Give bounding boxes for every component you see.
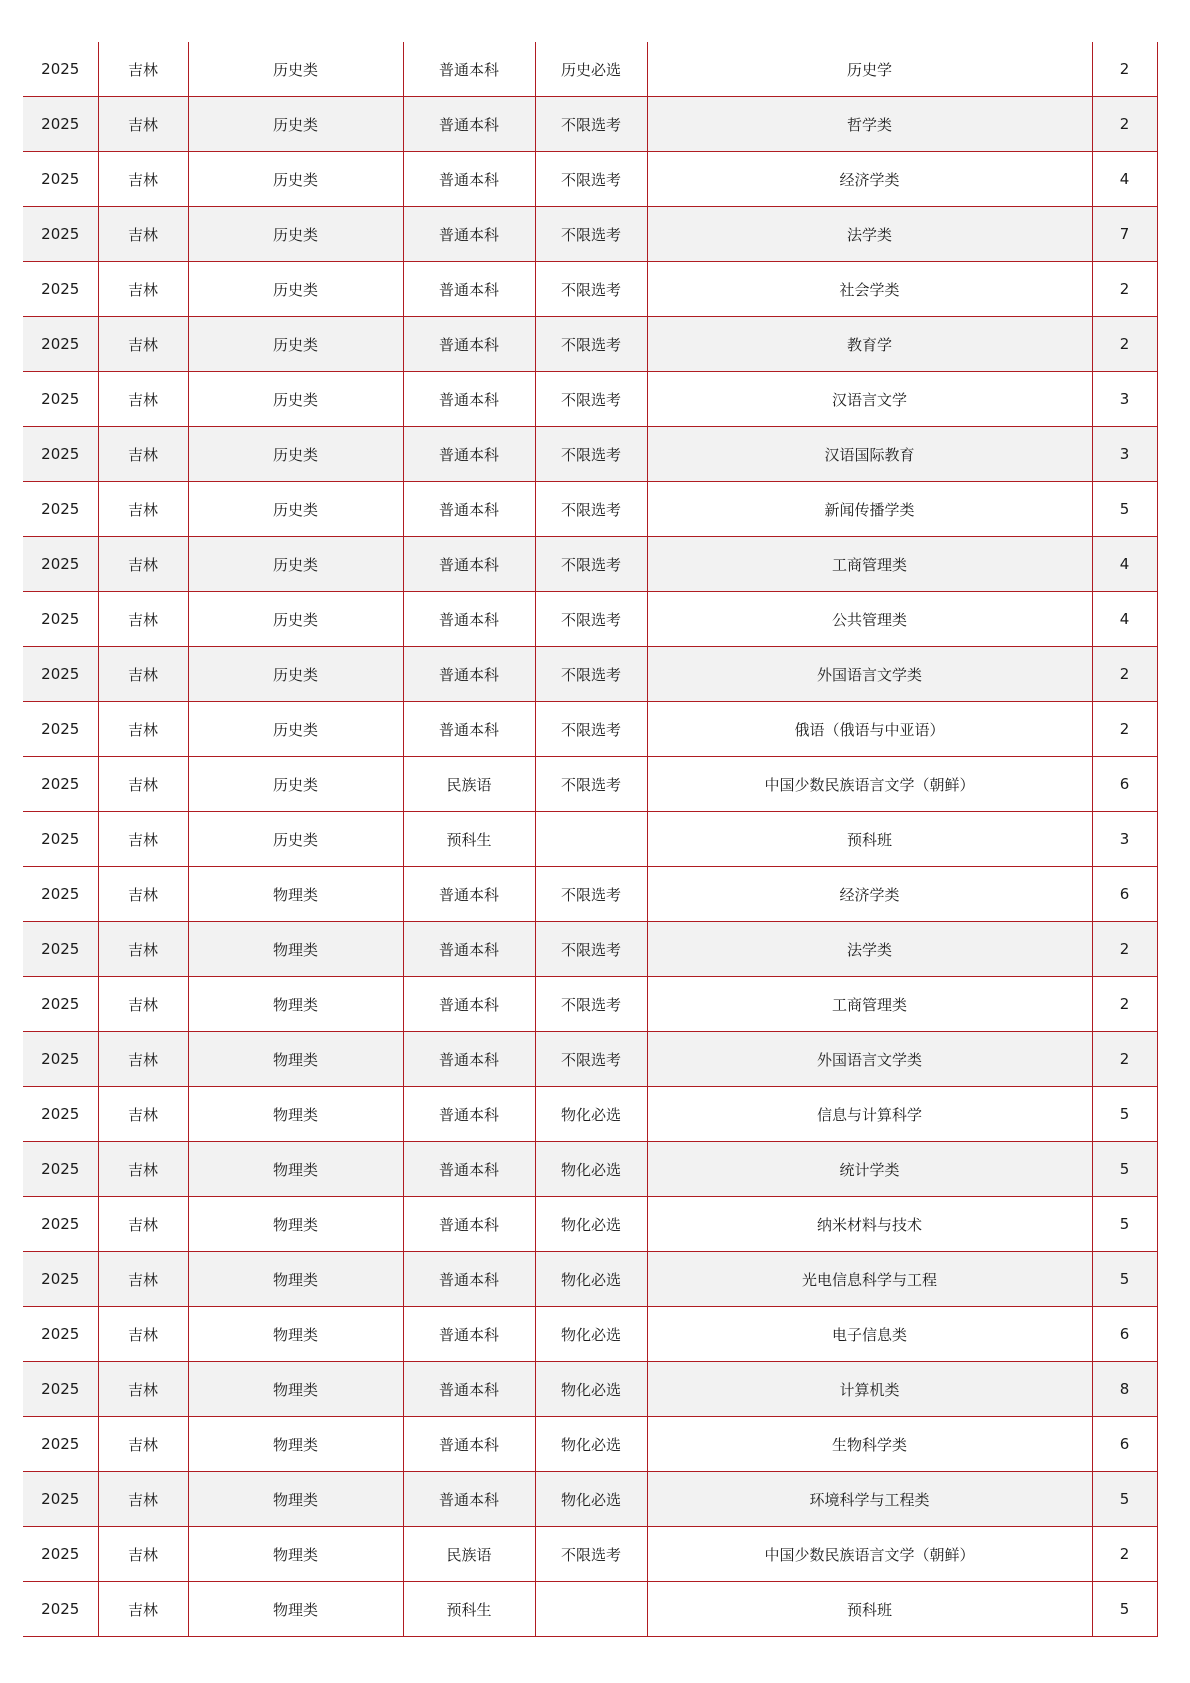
year-cell: 2025 [23, 1032, 98, 1087]
year-cell: 2025 [23, 427, 98, 482]
year-cell: 2025 [23, 152, 98, 207]
major-cell: 中国少数民族语言文学（朝鲜） [647, 1527, 1092, 1582]
year-cell: 2025 [23, 702, 98, 757]
batch-cell: 普通本科 [403, 372, 535, 427]
table-row [23, 812, 1157, 867]
year-cell: 2025 [23, 482, 98, 537]
subject-category-cell: 历史类 [188, 482, 403, 537]
elective-requirement-cell: 不限选考 [535, 207, 647, 262]
province-cell: 吉林 [98, 537, 188, 592]
plan-count-cell: 3 [1092, 812, 1157, 867]
plan-count-cell: 3 [1092, 372, 1157, 427]
province-cell: 吉林 [98, 1307, 188, 1362]
major-cell: 外国语言文学类 [647, 647, 1092, 702]
table-row [23, 317, 1157, 372]
batch-cell: 普通本科 [403, 152, 535, 207]
batch-cell: 普通本科 [403, 207, 535, 262]
elective-requirement-cell: 历史必选 [535, 42, 647, 97]
year-cell: 2025 [23, 1417, 98, 1472]
year-cell: 2025 [23, 647, 98, 702]
elective-requirement-cell: 不限选考 [535, 702, 647, 757]
table-row [23, 427, 1157, 482]
elective-requirement-cell: 不限选考 [535, 977, 647, 1032]
table-row [23, 1197, 1157, 1252]
elective-requirement-cell: 不限选考 [535, 482, 647, 537]
elective-requirement-cell: 不限选考 [535, 867, 647, 922]
province-cell: 吉林 [98, 592, 188, 647]
table-row [23, 482, 1157, 537]
year-cell: 2025 [23, 812, 98, 867]
batch-cell: 普通本科 [403, 1417, 535, 1472]
province-cell: 吉林 [98, 1087, 188, 1142]
year-cell: 2025 [23, 1252, 98, 1307]
elective-requirement-cell: 不限选考 [535, 757, 647, 812]
major-cell: 哲学类 [647, 97, 1092, 152]
major-cell: 新闻传播学类 [647, 482, 1092, 537]
elective-requirement-cell: 物化必选 [535, 1307, 647, 1362]
batch-cell: 普通本科 [403, 1472, 535, 1527]
major-cell: 法学类 [647, 207, 1092, 262]
major-cell: 公共管理类 [647, 592, 1092, 647]
year-cell: 2025 [23, 372, 98, 427]
major-cell: 经济学类 [647, 152, 1092, 207]
elective-requirement-cell: 不限选考 [535, 647, 647, 702]
table-row [23, 1307, 1157, 1362]
table-row [23, 702, 1157, 757]
table-row [23, 1417, 1157, 1472]
year-cell: 2025 [23, 922, 98, 977]
subject-category-cell: 物理类 [188, 922, 403, 977]
table-row [23, 1527, 1157, 1582]
elective-requirement-cell: 不限选考 [535, 372, 647, 427]
elective-requirement-cell: 不限选考 [535, 592, 647, 647]
year-cell: 2025 [23, 592, 98, 647]
major-cell: 俄语（俄语与中亚语） [647, 702, 1092, 757]
plan-count-cell: 2 [1092, 647, 1157, 702]
major-cell: 社会学类 [647, 262, 1092, 317]
plan-count-cell: 6 [1092, 1417, 1157, 1472]
subject-category-cell: 历史类 [188, 97, 403, 152]
plan-count-cell: 2 [1092, 922, 1157, 977]
table-row [23, 647, 1157, 702]
table-row [23, 1142, 1157, 1197]
province-cell: 吉林 [98, 317, 188, 372]
plan-count-cell: 4 [1092, 152, 1157, 207]
subject-category-cell: 历史类 [188, 537, 403, 592]
province-cell: 吉林 [98, 1142, 188, 1197]
year-cell: 2025 [23, 1582, 98, 1637]
subject-category-cell: 物理类 [188, 1087, 403, 1142]
batch-cell: 民族语 [403, 1527, 535, 1582]
plan-count-cell: 3 [1092, 427, 1157, 482]
province-cell: 吉林 [98, 482, 188, 537]
elective-requirement-cell: 物化必选 [535, 1087, 647, 1142]
subject-category-cell: 历史类 [188, 152, 403, 207]
plan-count-cell: 5 [1092, 1142, 1157, 1197]
plan-count-cell: 7 [1092, 207, 1157, 262]
batch-cell: 普通本科 [403, 1362, 535, 1417]
subject-category-cell: 物理类 [188, 1362, 403, 1417]
major-cell: 光电信息科学与工程 [647, 1252, 1092, 1307]
major-cell: 计算机类 [647, 1362, 1092, 1417]
table-row [23, 372, 1157, 427]
province-cell: 吉林 [98, 42, 188, 97]
province-cell: 吉林 [98, 207, 188, 262]
major-cell: 经济学类 [647, 867, 1092, 922]
major-cell: 工商管理类 [647, 537, 1092, 592]
batch-cell: 普通本科 [403, 1197, 535, 1252]
plan-count-cell: 5 [1092, 1472, 1157, 1527]
plan-count-cell: 2 [1092, 317, 1157, 372]
table-row [23, 592, 1157, 647]
subject-category-cell: 物理类 [188, 1032, 403, 1087]
province-cell: 吉林 [98, 1472, 188, 1527]
elective-requirement-cell [535, 812, 647, 867]
batch-cell: 普通本科 [403, 1087, 535, 1142]
subject-category-cell: 物理类 [188, 1472, 403, 1527]
subject-category-cell: 历史类 [188, 42, 403, 97]
batch-cell: 普通本科 [403, 647, 535, 702]
batch-cell: 普通本科 [403, 537, 535, 592]
year-cell: 2025 [23, 1527, 98, 1582]
province-cell: 吉林 [98, 1582, 188, 1637]
year-cell: 2025 [23, 757, 98, 812]
subject-category-cell: 物理类 [188, 1582, 403, 1637]
table-row [23, 977, 1157, 1032]
year-cell: 2025 [23, 1472, 98, 1527]
plan-count-cell: 2 [1092, 977, 1157, 1032]
plan-count-cell: 2 [1092, 702, 1157, 757]
year-cell: 2025 [23, 1087, 98, 1142]
subject-category-cell: 历史类 [188, 647, 403, 702]
elective-requirement-cell: 不限选考 [535, 262, 647, 317]
major-cell: 信息与计算科学 [647, 1087, 1092, 1142]
province-cell: 吉林 [98, 867, 188, 922]
year-cell: 2025 [23, 1307, 98, 1362]
batch-cell: 普通本科 [403, 922, 535, 977]
major-cell: 法学类 [647, 922, 1092, 977]
subject-category-cell: 历史类 [188, 372, 403, 427]
elective-requirement-cell: 物化必选 [535, 1362, 647, 1417]
batch-cell: 普通本科 [403, 867, 535, 922]
major-cell: 预科班 [647, 1582, 1092, 1637]
plan-count-cell: 4 [1092, 537, 1157, 592]
plan-count-cell: 5 [1092, 1582, 1157, 1637]
province-cell: 吉林 [98, 1417, 188, 1472]
batch-cell: 民族语 [403, 757, 535, 812]
province-cell: 吉林 [98, 1252, 188, 1307]
batch-cell: 普通本科 [403, 262, 535, 317]
plan-count-cell: 5 [1092, 1252, 1157, 1307]
table-row [23, 1472, 1157, 1527]
elective-requirement-cell: 不限选考 [535, 427, 647, 482]
major-cell: 预科班 [647, 812, 1092, 867]
elective-requirement-cell: 不限选考 [535, 537, 647, 592]
subject-category-cell: 物理类 [188, 1417, 403, 1472]
batch-cell: 普通本科 [403, 482, 535, 537]
elective-requirement-cell: 不限选考 [535, 152, 647, 207]
table-row [23, 207, 1157, 262]
table-row [23, 1362, 1157, 1417]
plan-count-cell: 6 [1092, 757, 1157, 812]
province-cell: 吉林 [98, 922, 188, 977]
table-row [23, 1087, 1157, 1142]
major-cell: 汉语言文学 [647, 372, 1092, 427]
subject-category-cell: 历史类 [188, 262, 403, 317]
plan-count-cell: 5 [1092, 482, 1157, 537]
province-cell: 吉林 [98, 97, 188, 152]
subject-category-cell: 历史类 [188, 812, 403, 867]
province-cell: 吉林 [98, 1197, 188, 1252]
year-cell: 2025 [23, 97, 98, 152]
year-cell: 2025 [23, 977, 98, 1032]
subject-category-cell: 历史类 [188, 207, 403, 262]
year-cell: 2025 [23, 867, 98, 922]
province-cell: 吉林 [98, 977, 188, 1032]
subject-category-cell: 物理类 [188, 867, 403, 922]
batch-cell: 普通本科 [403, 1307, 535, 1362]
major-cell: 汉语国际教育 [647, 427, 1092, 482]
table-row [23, 1252, 1157, 1307]
subject-category-cell: 物理类 [188, 1527, 403, 1582]
major-cell: 教育学 [647, 317, 1092, 372]
major-cell: 电子信息类 [647, 1307, 1092, 1362]
plan-count-cell: 6 [1092, 1307, 1157, 1362]
batch-cell: 普通本科 [403, 702, 535, 757]
year-cell: 2025 [23, 1142, 98, 1197]
province-cell: 吉林 [98, 372, 188, 427]
major-cell: 纳米材料与技术 [647, 1197, 1092, 1252]
elective-requirement-cell: 物化必选 [535, 1252, 647, 1307]
plan-count-cell: 6 [1092, 867, 1157, 922]
subject-category-cell: 物理类 [188, 1252, 403, 1307]
subject-category-cell: 历史类 [188, 427, 403, 482]
subject-category-cell: 物理类 [188, 1142, 403, 1197]
plan-count-cell: 2 [1092, 1032, 1157, 1087]
province-cell: 吉林 [98, 647, 188, 702]
year-cell: 2025 [23, 42, 98, 97]
year-cell: 2025 [23, 317, 98, 372]
elective-requirement-cell: 不限选考 [535, 317, 647, 372]
batch-cell: 普通本科 [403, 1032, 535, 1087]
batch-cell: 预科生 [403, 812, 535, 867]
batch-cell: 普通本科 [403, 317, 535, 372]
table-row [23, 922, 1157, 977]
major-cell: 外国语言文学类 [647, 1032, 1092, 1087]
year-cell: 2025 [23, 1362, 98, 1417]
plan-count-cell: 4 [1092, 592, 1157, 647]
elective-requirement-cell: 物化必选 [535, 1142, 647, 1197]
elective-requirement-cell: 不限选考 [535, 1032, 647, 1087]
subject-category-cell: 物理类 [188, 1307, 403, 1362]
batch-cell: 普通本科 [403, 1142, 535, 1197]
table-row [23, 1032, 1157, 1087]
subject-category-cell: 历史类 [188, 702, 403, 757]
table-row [23, 1582, 1157, 1637]
major-cell: 环境科学与工程类 [647, 1472, 1092, 1527]
province-cell: 吉林 [98, 1527, 188, 1582]
plan-count-cell: 2 [1092, 42, 1157, 97]
year-cell: 2025 [23, 1197, 98, 1252]
table-row [23, 537, 1157, 592]
plan-count-cell: 2 [1092, 262, 1157, 317]
plan-count-cell: 5 [1092, 1197, 1157, 1252]
batch-cell: 普通本科 [403, 427, 535, 482]
batch-cell: 普通本科 [403, 97, 535, 152]
subject-category-cell: 历史类 [188, 757, 403, 812]
major-cell: 统计学类 [647, 1142, 1092, 1197]
table-row [23, 867, 1157, 922]
major-cell: 生物科学类 [647, 1417, 1092, 1472]
subject-category-cell: 物理类 [188, 977, 403, 1032]
elective-requirement-cell: 不限选考 [535, 922, 647, 977]
plan-count-cell: 5 [1092, 1087, 1157, 1142]
province-cell: 吉林 [98, 812, 188, 867]
elective-requirement-cell [535, 1582, 647, 1637]
table-row [23, 42, 1157, 97]
elective-requirement-cell: 物化必选 [535, 1197, 647, 1252]
table-body [23, 42, 1157, 1637]
province-cell: 吉林 [98, 262, 188, 317]
province-cell: 吉林 [98, 702, 188, 757]
province-cell: 吉林 [98, 1362, 188, 1417]
year-cell: 2025 [23, 262, 98, 317]
elective-requirement-cell: 物化必选 [535, 1472, 647, 1527]
major-cell: 历史学 [647, 42, 1092, 97]
batch-cell: 普通本科 [403, 1252, 535, 1307]
enrollment-plan-table [23, 42, 1158, 1637]
major-cell: 工商管理类 [647, 977, 1092, 1032]
plan-count-cell: 2 [1092, 1527, 1157, 1582]
major-cell: 中国少数民族语言文学（朝鲜） [647, 757, 1092, 812]
plan-count-cell: 8 [1092, 1362, 1157, 1417]
table-row [23, 757, 1157, 812]
batch-cell: 普通本科 [403, 42, 535, 97]
province-cell: 吉林 [98, 152, 188, 207]
province-cell: 吉林 [98, 427, 188, 482]
subject-category-cell: 历史类 [188, 317, 403, 372]
table-row [23, 262, 1157, 317]
batch-cell: 预科生 [403, 1582, 535, 1637]
table-row [23, 97, 1157, 152]
subject-category-cell: 历史类 [188, 592, 403, 647]
province-cell: 吉林 [98, 757, 188, 812]
province-cell: 吉林 [98, 1032, 188, 1087]
table-row [23, 152, 1157, 207]
year-cell: 2025 [23, 537, 98, 592]
elective-requirement-cell: 不限选考 [535, 1527, 647, 1582]
subject-category-cell: 物理类 [188, 1197, 403, 1252]
batch-cell: 普通本科 [403, 592, 535, 647]
batch-cell: 普通本科 [403, 977, 535, 1032]
elective-requirement-cell: 物化必选 [535, 1417, 647, 1472]
elective-requirement-cell: 不限选考 [535, 97, 647, 152]
plan-count-cell: 2 [1092, 97, 1157, 152]
year-cell: 2025 [23, 207, 98, 262]
